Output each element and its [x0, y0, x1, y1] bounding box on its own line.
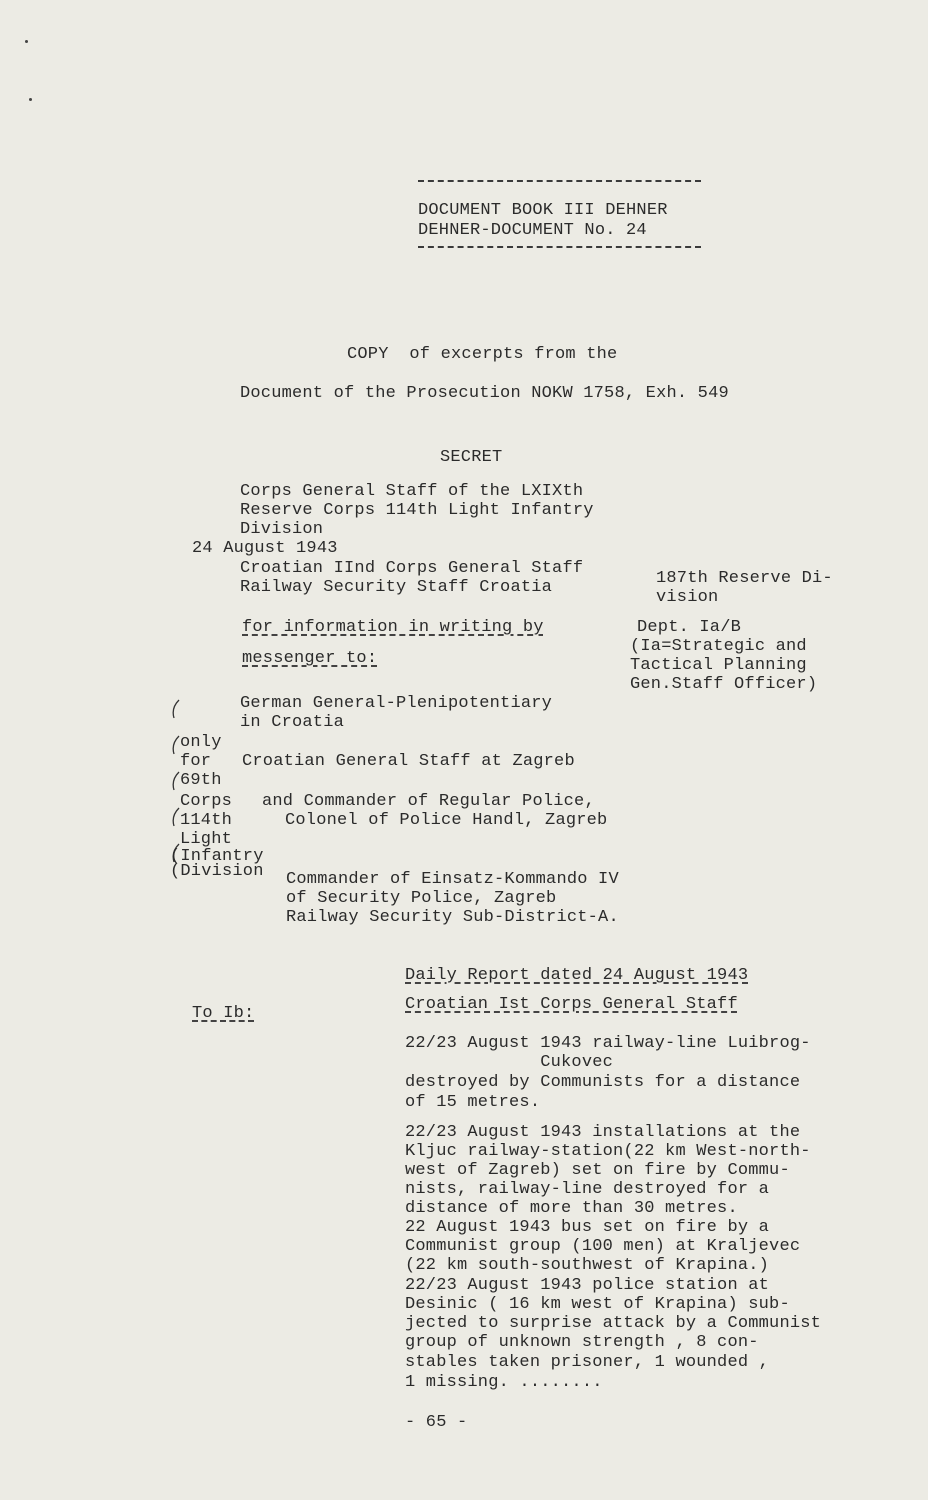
margin-note: for: [180, 752, 212, 771]
info-line: messenger to:: [242, 649, 378, 668]
report-subtitle: Croatian Ist Corps General Staff: [405, 995, 738, 1014]
report-line: 22/23 August 1943 police station at: [405, 1276, 770, 1295]
header-line-1: DOCUMENT BOOK III DEHNER: [418, 201, 668, 220]
report-line: of 15 metres.: [405, 1093, 541, 1112]
division-line: vision: [656, 588, 719, 607]
report-line: 1 missing. ........: [405, 1373, 603, 1392]
report-line: west of Zagreb) set on fire by Commu-: [405, 1161, 790, 1180]
sender-line: Corps General Staff of the LXIXth: [240, 482, 584, 501]
margin-note: Corps: [180, 792, 233, 811]
info-line: for information in writing by: [242, 618, 544, 637]
header-rule-top: [418, 180, 701, 182]
header-rule-bottom: [418, 246, 701, 248]
plenipotentiary-line: German General-Plenipotentiary: [240, 694, 553, 713]
report-line: 22 August 1943 bus set on fire by a: [405, 1218, 770, 1237]
margin-note: only: [180, 733, 222, 752]
copy-line: COPY of excerpts from the: [347, 345, 618, 364]
margin-note: 69th: [180, 771, 222, 790]
report-line: Desinic ( 16 km west of Krapina) sub-: [405, 1295, 790, 1314]
einsatz-line: Commander of Einsatz-Kommando IV: [286, 870, 619, 889]
margin-note: 114th: [180, 811, 233, 830]
report-line: (22 km south-southwest of Krapina.): [405, 1256, 770, 1275]
document-line: Document of the Prosecution NOKW 1758, Exh. 549: [240, 384, 729, 403]
sender-date: 24 August 1943: [192, 539, 338, 558]
dept-line: Dept. Ia/B: [637, 618, 742, 637]
margin-note: (Infantry: [170, 847, 264, 866]
dept-line: (Ia=Strategic and: [630, 637, 807, 656]
division-line: 187th Reserve Di-: [656, 569, 833, 588]
report-line: jected to surprise attack by a Communist: [405, 1314, 822, 1333]
police-line: and Commander of Regular Police,: [262, 792, 595, 811]
report-line: Cukovec: [405, 1053, 614, 1072]
report-line: destroyed by Communists for a distance: [405, 1073, 801, 1092]
scan-speck: [29, 98, 32, 101]
report-line: 22/23 August 1943 installations at the: [405, 1123, 801, 1142]
report-line: Kljuc railway-station(22 km West-north-: [405, 1142, 811, 1161]
einsatz-line: of Security Police, Zagreb: [286, 889, 557, 908]
secret-heading: SECRET: [440, 448, 503, 467]
police-line: Colonel of Police Handl, Zagreb: [285, 811, 608, 830]
margin-note: (Division: [170, 862, 264, 881]
croatian-line: Croatian IInd Corps General Staff: [240, 559, 584, 578]
page-number: - 65 -: [405, 1413, 468, 1432]
dept-line: Tactical Planning: [630, 656, 807, 675]
sender-line: Reserve Corps 114th Light Infantry: [240, 501, 594, 520]
einsatz-line: Railway Security Sub-District-A.: [286, 908, 619, 927]
report-line: Communist group (100 men) at Kraljevec: [405, 1237, 801, 1256]
report-line: group of unknown strength , 8 con-: [405, 1333, 759, 1352]
sender-line: Division: [240, 520, 324, 539]
report-line: 22/23 August 1943 railway-line Luibrog-: [405, 1034, 811, 1053]
report-title: Daily Report dated 24 August 1943: [405, 966, 749, 985]
header-line-2: DEHNER-DOCUMENT No. 24: [418, 221, 647, 240]
plenipotentiary-line: in Croatia: [240, 713, 345, 732]
report-line: stables taken prisoner, 1 wounded ,: [405, 1353, 770, 1372]
zagreb-staff-line: Croatian General Staff at Zagreb: [242, 752, 575, 771]
report-line: nists, railway-line destroyed for a: [405, 1180, 770, 1199]
to-label: To Ib:: [192, 1004, 255, 1023]
report-line: distance of more than 30 metres.: [405, 1199, 738, 1218]
dept-line: Gen.Staff Officer): [630, 675, 818, 694]
scan-speck: [25, 40, 28, 43]
croatian-line: Railway Security Staff Croatia: [240, 578, 553, 597]
margin-note: Light: [180, 830, 233, 849]
